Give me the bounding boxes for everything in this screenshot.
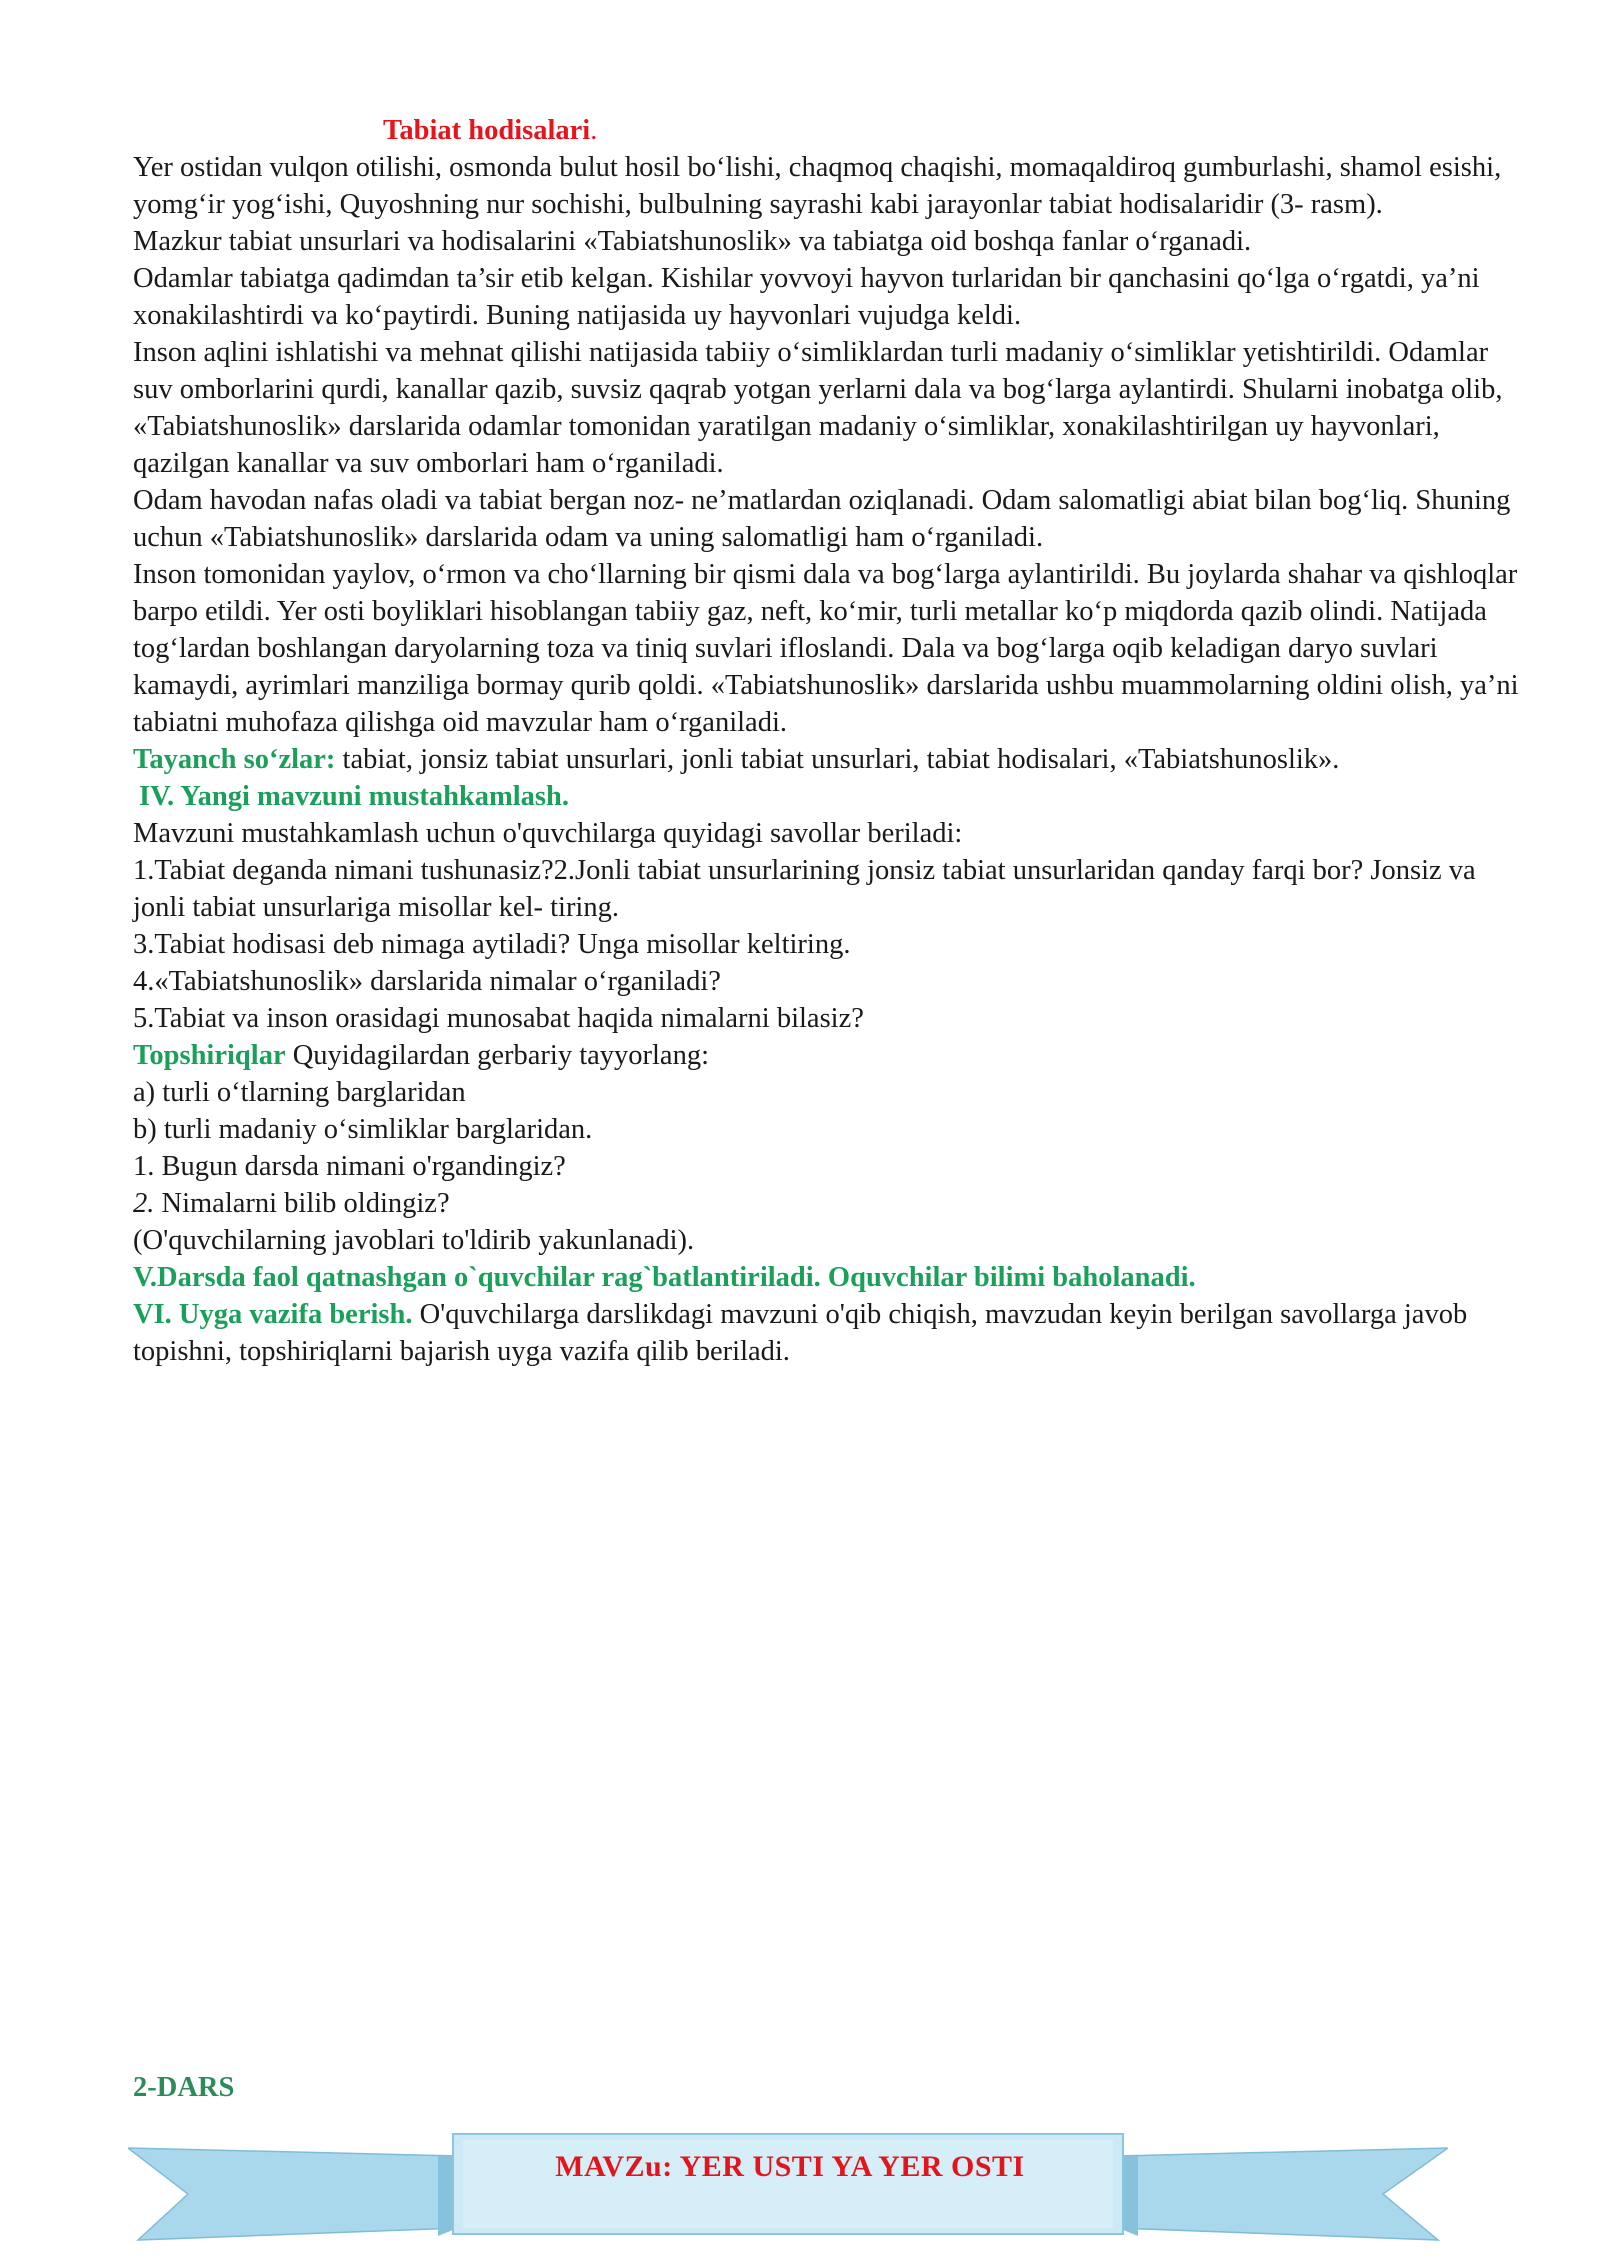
keywords-label: Tayanch so‘zlar: xyxy=(133,744,336,775)
section-title xyxy=(133,112,1528,149)
keywords-line xyxy=(133,741,1528,778)
section-6-text: O'quvchilarga darslikdagi mavzuni o'qib chiqish, mavzudan keyin berilgan savollarga javob topishni, topshiriqlarni bajarish uyga vazifa qilib beriladi. xyxy=(133,1299,1468,1367)
title-text: Tabiat hodisalari xyxy=(383,115,591,146)
paragraph-6: Inson tomonidan yaylov, o‘rmon va cho‘llarning bir qismi dala va bog‘larga aylantirildi. Bu joylarda shahar va qishloqlar barpo etildi. Yer osti boyliklari hisoblangan tabiiy gaz, neft, ko‘mir, turli metallar ko‘p miqdorda qazib olindi. Natijada tog‘lardan boshlangan daryolarning toza va tiniq suvlari ifloslandi. Dala va bog‘larga oqib keladigan daryo suvlari kamaydi, ayrimlari manziliga bormay qurib qoldi. «Tabiatshunoslik» darslarida ushbu muammolarning oldini olish, ya’ni tabiatni muhofaza qilishga oid mavzular ham o‘rganiladi. xyxy=(133,559,1519,738)
question-3: 3.Tabiat hodisasi deb nimaga aytiladi? Unga misollar keltiring. xyxy=(133,929,851,960)
question-4: 4.«Tabiatshunoslik» darslarida nimalar o‘rganiladi? xyxy=(133,966,721,997)
paragraph-1: Yer ostidan vulqon otilishi, osmonda bulut hosil bo‘lishi, chaqmoq chaqishi, momaqaldiroq gumburlashi, shamol esishi, yomg‘ir yog‘ishi, Quyoshning nur sochishi, bulbulning sayrashi kabi jarayonlar tabiat hodisalaridir (3- rasm). xyxy=(133,152,1502,220)
section-6-label: VI. Uyga vazifa berish. xyxy=(133,1299,413,1330)
paragraph-2: Mazkur tabiat unsurlari va hodisalarini «Tabiatshunoslik» va tabiatga oid boshqa fanlar o‘rganadi. xyxy=(133,226,1252,257)
section-6-line xyxy=(133,1296,1528,1370)
reflection-2-number: 2. xyxy=(133,1188,155,1219)
task-b: b) turli madaniy o‘simliklar barglaridan. xyxy=(133,1114,593,1145)
question-1-2: 1.Tabiat deganda nimani tushunasiz?2.Jonli tabiat unsurlarining jonsiz tabiat unsurlaridan qanday farqi bor? Jonsiz va jonli tabiat unsurlariga misollar kel- tiring. xyxy=(133,855,1476,923)
section-5-line: V.Darsda faol qatnashgan o`quvchilar rag`batlantiriladi. Oquvchilar bilimi baholanadi. xyxy=(133,1262,1196,1293)
paragraph-4: Inson aqlini ishlatishi va mehnat qilishi natijasida tabiiy o‘simliklardan turli madaniy o‘simliklar yetishtirildi. Odamlar suv omborlarini qurdi, kanallar qazib, suvsiz qaqrab yotgan yerlarni dala va bog‘larga aylantirdi. Shularni inobatga olib, «Tabiatshunoslik» darslarida odamlar tomonidan yaratilgan madaniy o‘simliklar, xonakilashtirilgan uy hayvonlari, qazilgan kanallar va suv omborlari ham o‘rganiladi. xyxy=(133,337,1503,479)
section-4-heading: IV. Yangi mavzuni mustahkamlash. xyxy=(139,781,569,812)
reflection-2-text: Nimalarni bilib oldingiz? xyxy=(154,1188,450,1219)
tasks-line xyxy=(133,1037,1528,1074)
title-dot: . xyxy=(590,115,598,146)
section-4-intro: Mavzuni mustahkamlash uchun o'quvchilarga quyidagi savollar beriladi: xyxy=(133,818,963,849)
task-a: a) turli o‘tlarning barglaridan xyxy=(133,1077,466,1108)
tasks-label: Topshiriqlar xyxy=(133,1040,286,1071)
paragraph-5: Odam havodan nafas oladi va tabiat bergan noz- ne’matlardan oziqlanadi. Odam salomatligi abiat bilan bog‘liq. Shuning uchun «Tabiatshunoslik» darslarida odam va uning salomatligi ham o‘rganiladi. xyxy=(133,485,1511,553)
reflection-3: (O'quvchilarning javoblari to'ldirib yakunlanadi). xyxy=(133,1225,695,1256)
question-5: 5.Tabiat va inson orasidagi munosabat haqida nimalarni bilasiz? xyxy=(133,1003,864,1034)
topic-ribbon-banner xyxy=(128,2128,1448,2258)
reflection-2 xyxy=(133,1185,1528,1222)
topic-banner-title: MAVZu: YER USTI YA YER OSTI xyxy=(555,2150,1025,2183)
paragraph-3: Odamlar tabiatga qadimdan ta’sir etib kelgan. Kishilar yovvoyi hayvon turlaridan bir qanchasini qo‘lga o‘rgatdi, ya’ni xonakilashtirdi va ko‘paytirdi. Buning natijasida uy hayvonlari vujudga keldi. xyxy=(133,263,1480,331)
lesson-number: 2-DARS xyxy=(133,2072,235,2103)
tasks-text: Quyidagilardan gerbariy tayyorlang: xyxy=(285,1040,709,1071)
reflection-1: 1. Bugun darsda nimani o'rgandingiz? xyxy=(133,1151,566,1182)
keywords-text: tabiat, jonsiz tabiat unsurlari, jonli tabiat unsurlari, tabiat hodisalari, «Tabiatshunoslik». xyxy=(335,744,1340,775)
lesson-body xyxy=(133,112,1528,1370)
